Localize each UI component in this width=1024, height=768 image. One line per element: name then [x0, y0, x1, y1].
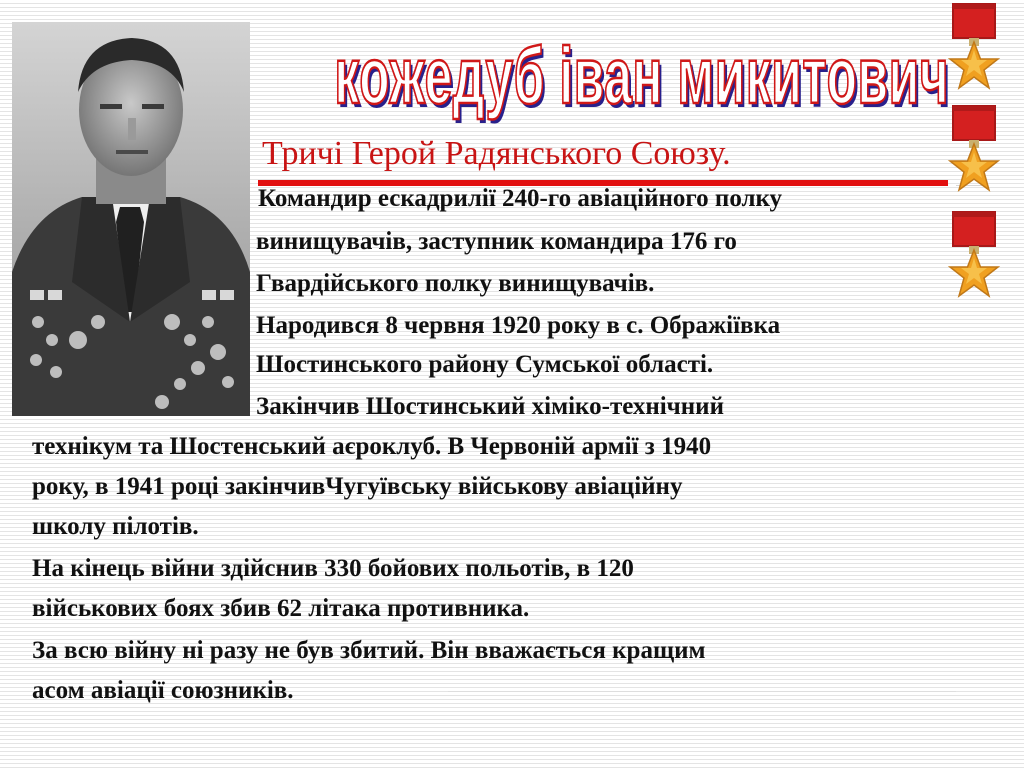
- body-line: Шостинського району Сумської області.: [256, 351, 714, 378]
- body-line: винищувачів, заступник командира 176 го: [256, 228, 737, 255]
- body-line: За всю війну ні разу не був збитий. Він вважається кращим: [32, 637, 706, 664]
- body-line: асом авіації союзників.: [32, 677, 294, 704]
- subtitle: Тричі Герой Радянського Союзу.: [262, 135, 731, 172]
- body-line: року, в 1941 році закінчивЧугуївську військову авіаційну: [32, 473, 683, 500]
- gold-star-medal-icon: [947, 2, 1001, 92]
- gold-star-medal-icon: [947, 104, 1001, 194]
- body-line: Гвардійського полку винищувачів.: [256, 270, 655, 297]
- gold-star-medal-icon: [947, 210, 1001, 300]
- body-line: технікум та Шостенський аєроклуб. В Червоній армії з 1940: [32, 433, 712, 460]
- body-line: Командир ескадрилії 240-го авіаційного полку: [258, 185, 783, 212]
- divider: [448, 691, 956, 692]
- body-line: школу пілотів.: [32, 513, 199, 540]
- body-line: На кінець війни здійснив 330 бойових польотів, в 120: [32, 555, 634, 582]
- page-title: кожедуб іван микитович: [334, 31, 950, 120]
- body-line: Народився 8 червня 1920 року в с. Ображіївка: [256, 312, 781, 339]
- body-line: Закінчив Шостинський хіміко-технічний: [256, 393, 724, 420]
- body-line: військових боях збив 62 літака противника.: [32, 595, 530, 622]
- portrait-photo: [12, 22, 250, 416]
